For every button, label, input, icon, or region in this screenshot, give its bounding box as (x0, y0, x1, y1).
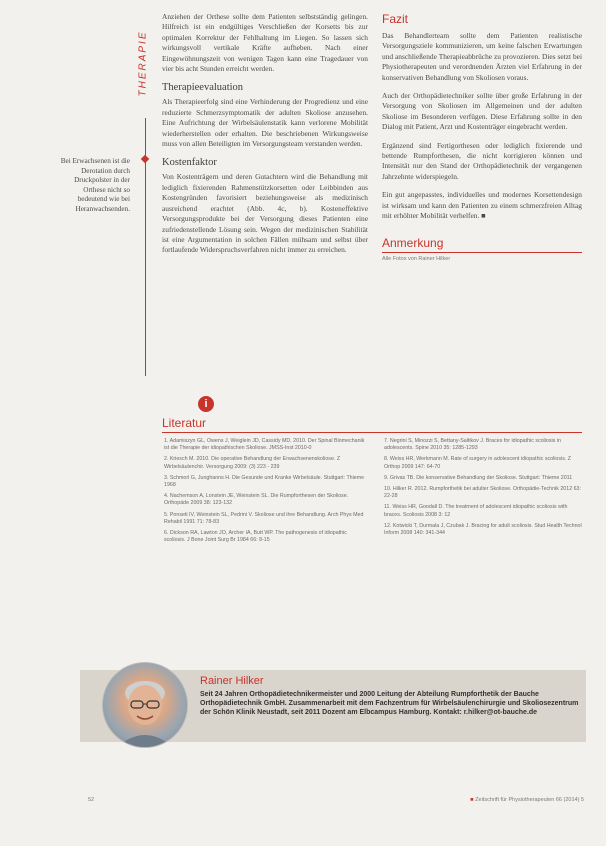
left-column (162, 12, 368, 256)
literature-item: 9. Grivas TB. Die konservative Behandlung der Skoliose. Stuttgart: Thieme 2011 (384, 474, 573, 481)
literature-item: 8. Weiss HR, Werkmann M. Rate of surgery in adolescent idiopathic scoliosis. Z Orthop 2009 147: 64-70 (384, 456, 572, 470)
margin-note: Bei Erwachsenen ist die Derotation durch Druckpolster in der Orthese nicht so bedeutend wie bei Heranwachsenden. (60, 157, 130, 213)
journal-footer (454, 797, 584, 803)
heading-literatur: Literatur (162, 416, 207, 430)
literature-item: 11. Weiss HR, Goodall D. The treatment of adolescent idiopathic scoliosis with braces. Scoliosis 2008 3: 12 (384, 504, 568, 518)
literature-item: 5. Ponseti IV, Weinstein SL, Pedrini V. Skoliose und ihre Behandlung. Arch Phys Med Rehabil 1991 71: 78-83 (164, 511, 364, 525)
literature-item: 6. Dickson RA, Lawton JO, Archer IA, Butt WP. The pathogenesis of idiopathic scoliosis. J Bone Joint Surg Br 1984 66: 8-15 (164, 529, 347, 544)
heading-therapieevaluation: Therapieevaluation (162, 82, 244, 94)
heading-anmerkung: Anmerkung (382, 235, 444, 250)
right-column (382, 12, 582, 262)
section-tab-label: THERAPIE (137, 30, 149, 97)
author-name: Rainer Hilker (200, 675, 264, 687)
literature-item: 10. Hilker R. 2012. Rumpforthetik bei adulter Skoliose. Orthopädie-Technik 2012 63: 22-28 (384, 485, 581, 500)
page-number: 52 (88, 797, 95, 803)
literature-item: 3. Schmorl G, Junghanns H. Die Gesunde und Kranke Wirbelsäule. Stuttgart: Thieme 1968 (164, 474, 365, 489)
paragraph: Anziehen der Orthese sollte dem Patienten selbstständig gelingen. Hilfreich ist ein endgültiges Verschließen der Korsetts bis zur optimalen Korrektur der Fehlhaltung im Liegen. So lassen sich wirkungsvoll vertikale Kräfte aufheben. Nach einer Eingewöhnungszeit von wenigen Tagen kann eine Tragedauer von vier bis acht Stunden erreicht werden. (162, 12, 368, 74)
section-tab (136, 18, 150, 114)
paragraph: Auch der Orthopädietechniker sollte über große Erfahrung in der Versorgung von Skoliosen im Allgemeinen und der adulten Skoliose im Besonderen verfügen. Diese Erfahrung sollte in den Dialog mit Patient, Arzt und Kostenträger eingebracht werden. (382, 91, 582, 132)
paragraph: Ein gut angepasstes, individuelles und modernes Korsettendesign ist wirksam und kann den Patienten zu einem schmerzfreien Alltag mit erhöhter Mobilität verhelfen. ■ (382, 190, 582, 221)
divider (382, 252, 582, 253)
author-bio: Seit 24 Jahren Orthopädietechnikermeister und 2000 Leitung der Abteilung Rumpforthetik der Bauche Orthopädietechnik GmbH. Zusammenarbeit mit dem Fachzentrum für Wirbelsäulenchirurgie und Skoliosezentrum der Schön Klinik Neustadt, seit 2011 Dozent am Elbcampus Hamburg. Kontakt: r.hilker@ot-bauche.de (200, 691, 579, 717)
literature-item: 12. Kotwicki T, Durmala J, Czubak J. Bracing for adult scoliosis. Stud Health Technol Inform 2008 140: 341-344 (384, 522, 582, 536)
literature-list-left (162, 438, 368, 548)
divider (162, 432, 582, 433)
literature-item: 1. Adamiszyn GL, Owens J, Weiglein JD, Cassidy MD. 2010. Der Spinal Biomechanik ist die Therapie der idiopathischen Skoliose. JMSS-Inst 2010-0 (164, 438, 365, 452)
literature-item: 7. Negrini S, Minozzi S, Bettany-Saltikov J. Braces for idiopathic scoliosis in adolescents. Spine 2010 35: 1285-1293 (384, 438, 561, 452)
author-photo (102, 662, 188, 748)
heading-kostenfaktor: Kostenfaktor (162, 157, 217, 169)
heading-fazit: Fazit (382, 12, 409, 26)
paragraph: Das Behandlerteam sollte dem Patienten realistische Versorgungsziele kommunizieren, um keine falschen Erwartungen und anschließende Therapieabbrüche zu provozieren. Dies setzt bei Physiotherapeuten und verordnenden Ärzten viel Erfahrung in der konservativen Behandlung von Skoliosen voraus. (382, 31, 582, 82)
literature-item: 4. Nachemson A, Lonstein JE, Weinstein SL. Die Rumpforthesen der Skoliose. Orthopäde 2009 38: 123-132 (164, 493, 349, 507)
paragraph: Ergänzend sind Fertigorthesen oder lediglich fixierende und bettende Rumpforthesen, die nicht korrigieren können und Intensität nur den Stand der Orthopädietechnik der vergangenen Jahrzehnte widerspiegeln. (382, 140, 582, 181)
paragraph: Als Therapieerfolg sind eine Verhinderung der Progredienz und eine reduzierte Schmerzsymptomatik der adulten Skoliose anzusehen. Eine Aufrichtung der Wirbelsäulenstatik kann verlorene Mobilität wiederherstellen oder erhalten. Die beschriebenen Wirkungsweise muss von allen Beteiligten im Versorgungsteam verstanden werden. (162, 97, 368, 149)
paragraph: Von Kostenträgern und deren Gutachtern wird die Behandlung mit lediglich fixierenden Rahmenstützkorsetten oder Leibbinden aus Kostengründen favorisiert beziehungsweise als medizinisch ausreichend erachtet (Abb. 4c, b). Kosteneffektive Versorgungsprodukte bei der Versorgung dieses Patienten eine zufriedenstellende Lösung sein. Wegen der medizinischen Stabilität ist eine Argumentation in solchen Fällen mühsam und selbst über fortlaufende Widerspruchsverfahren nicht immer zu erreichen. (162, 172, 368, 255)
literature-item: 2. Kriesch M. 2010. Die operative Behandlung der Erwachsenenskoliose. Z Wirbelsäulenchir. Versorgung 2009: (3) 223 - 239 (164, 456, 341, 470)
literature-list-right (382, 438, 582, 541)
author-portrait-icon (103, 663, 187, 747)
note-marker-icon (141, 155, 149, 163)
footer-bullet-icon: ■ (470, 797, 476, 803)
info-icon: i (198, 396, 214, 412)
journal-name: Zeitschrift für Physiotherapeuten 66 (2014) 5 (475, 797, 584, 803)
anmerkung-text: Alle Fotos von Rainer Hilker (382, 255, 451, 262)
